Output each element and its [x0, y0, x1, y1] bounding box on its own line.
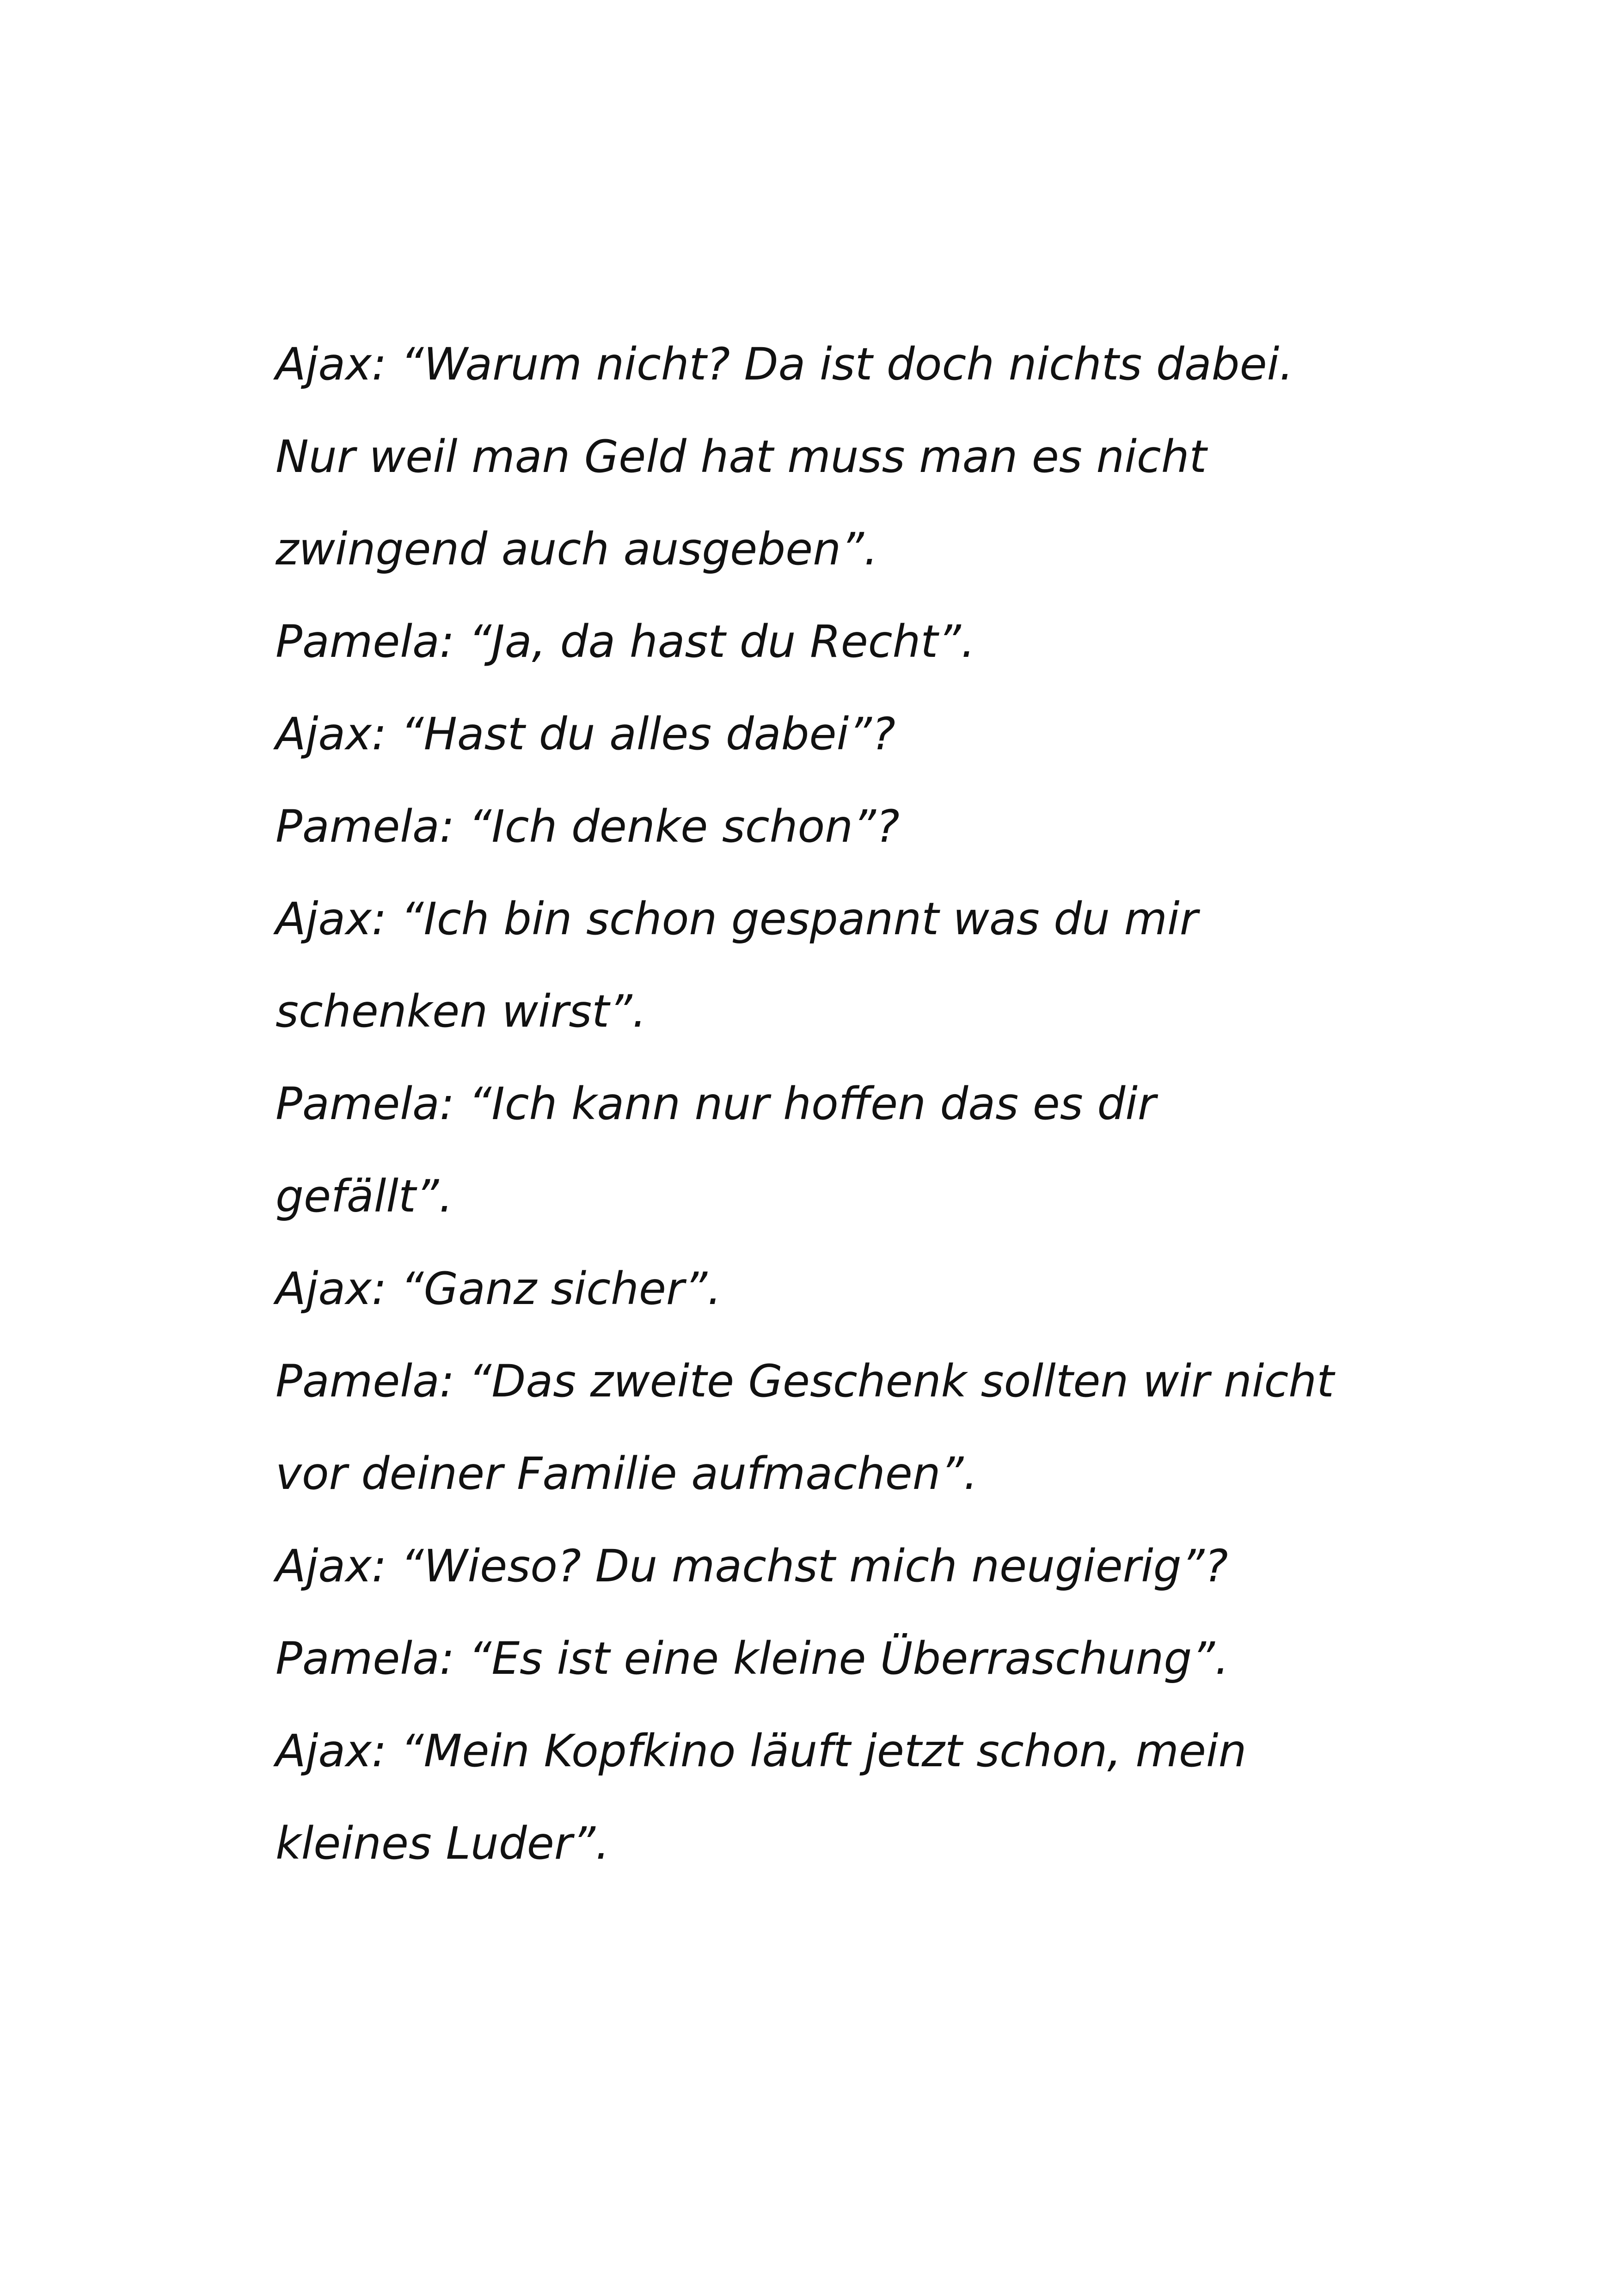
text-line: Ajax: “Warum nicht? Da ist doch nichts dabei. — [276, 338, 1293, 390]
text-line: Ajax: “Ich bin schon gespannt was du mir — [276, 893, 1198, 945]
text-line: zwingend auch ausgeben”. — [276, 523, 878, 575]
text-line: Pamela: “Das zweite Geschenk sollten wir nicht — [276, 1355, 1334, 1407]
text-line: Ajax: “Mein Kopfkino läuft jetzt schon, mein — [276, 1725, 1247, 1777]
text-line: kleines Luder”. — [276, 1818, 610, 1869]
text-line: Nur weil man Geld hat muss man es nicht — [276, 431, 1207, 483]
dialogue-text — [276, 318, 1408, 1890]
text-line: Pamela: “Ich denke schon”? — [276, 801, 900, 852]
text-line: vor deiner Familie aufmachen”. — [276, 1448, 978, 1500]
text-line: Pamela: “Ich kann nur hoffen das es dir — [276, 1078, 1156, 1130]
text-line: Ajax: “Hast du alles dabei”? — [276, 708, 895, 760]
text-line: Ajax: “Wieso? Du machst mich neugierig”? — [276, 1540, 1228, 1592]
text-line: Pamela: “Es ist eine kleine Überraschung”. — [276, 1633, 1229, 1684]
text-line: Pamela: “Ja, da hast du Recht”. — [276, 616, 975, 667]
text-line: schenken wirst”. — [276, 986, 647, 1037]
text-line: Ajax: “Ganz sicher”. — [276, 1263, 722, 1315]
text-line: gefällt”. — [276, 1170, 453, 1222]
